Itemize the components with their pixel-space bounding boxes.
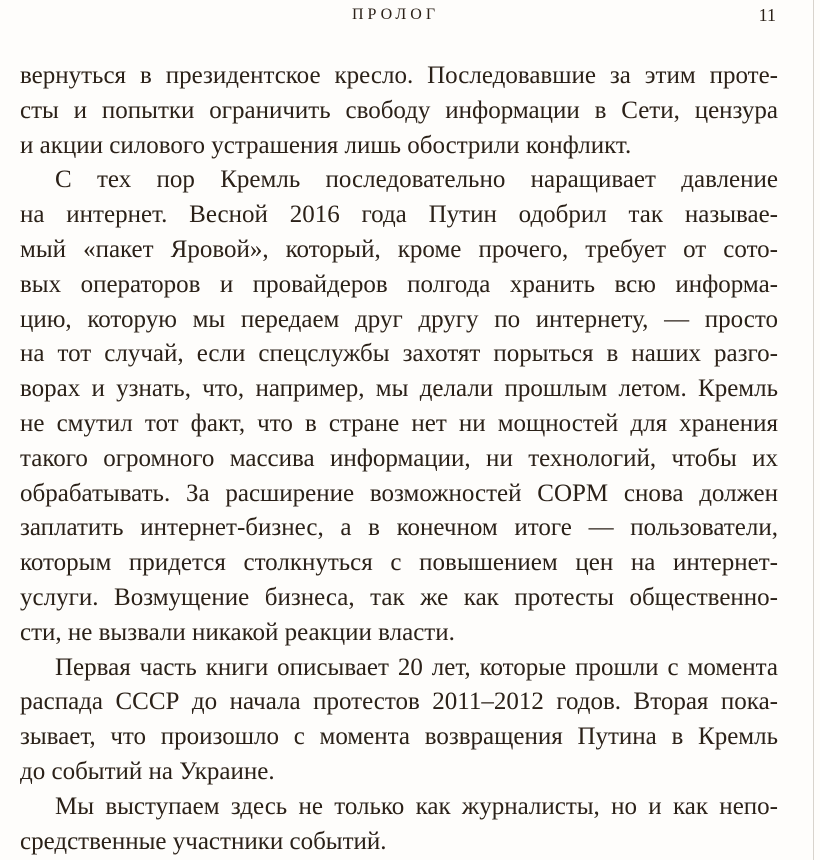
page-header xyxy=(0,4,820,30)
text-line: и акции силового устрашения лишь обострили конфликт. xyxy=(20,131,632,159)
paragraph xyxy=(20,59,778,163)
text-line: на тот случай, если спецслужбы захотят порыться в наших разго- xyxy=(20,340,778,368)
text-line: мый «пакет Яровой», который, кроме прочего, требует от сото- xyxy=(20,235,778,263)
page-number: 11 xyxy=(758,5,776,25)
text-line: такого огромного массива информации, ни технологий, чтобы их xyxy=(20,444,778,472)
text-line: Первая часть книги описывает 20 лет, которые прошли с момента xyxy=(55,653,778,681)
text-line: сти, не вызвали никакой реакции власти. xyxy=(20,618,455,646)
text-line: Мы выступаем здесь не только как журналисты, но и как непо- xyxy=(55,792,778,820)
text-line: на интернет. Весной 2016 года Путин одобрил так называе- xyxy=(20,201,778,229)
text-line: до событий на Украине. xyxy=(20,757,275,785)
body-text xyxy=(20,59,778,859)
paragraph xyxy=(20,651,778,790)
text-line: услуги. Возмущение бизнеса, так же как протесты общественно- xyxy=(20,583,778,611)
text-line: сты и попытки ограничить свободу информации в Сети, цензура xyxy=(20,96,778,124)
page-edge xyxy=(813,0,814,860)
text-line: средственные участники событий. xyxy=(20,827,387,855)
text-line: заплатить интернет-бизнес, а в конечном итоге — пользователи, xyxy=(20,514,778,542)
paragraph xyxy=(20,163,778,650)
text-line: зывает, что произошло с момента возвращения Путина в Кремль xyxy=(20,723,778,751)
text-line: цию, которую мы передаем друг другу по интернету, — просто xyxy=(20,305,778,333)
text-line: распада СССР до начала протестов 2011–2012 годов. Вторая пока- xyxy=(20,688,778,716)
text-line: ворах и узнать, что, например, мы делали прошлым летом. Кремль xyxy=(20,375,778,403)
text-line: которым придется столкнуться с повышением цен на интернет- xyxy=(20,549,778,577)
text-line: С тех пор Кремль последовательно наращивает давление xyxy=(55,166,778,194)
running-head: ПРОЛОГ xyxy=(352,6,440,23)
paragraph xyxy=(20,790,778,860)
text-line: вых операторов и провайдеров полгода хранить всю информа- xyxy=(20,270,778,298)
text-line: вернуться в президентское кресло. Последовавшие за этим проте- xyxy=(20,62,778,89)
text-line: обрабатывать. За расширение возможностей СОРМ снова должен xyxy=(20,479,778,507)
text-line: не смутил тот факт, что в стране нет ни мощностей для хранения xyxy=(20,409,778,437)
